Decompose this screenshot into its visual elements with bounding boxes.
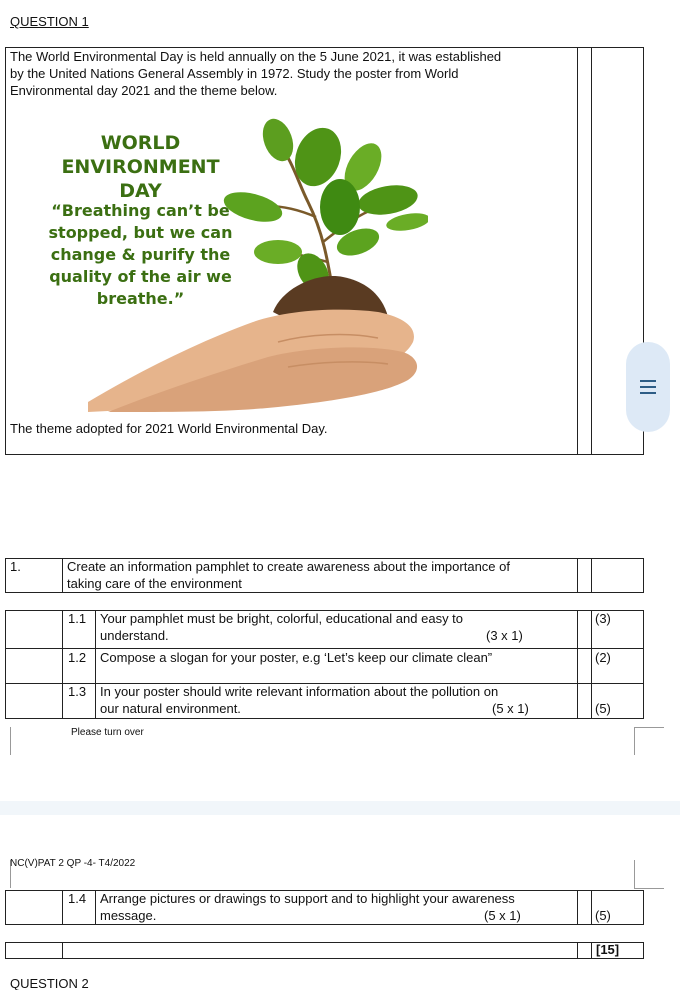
item-1-2-number: 1.2: [68, 650, 87, 665]
poster-quote-line-3: change & purify the: [50, 245, 231, 264]
item-1-4-col-3: [577, 890, 578, 925]
item-1-4-marks: (5): [595, 908, 611, 923]
page-header-code: NC(V)PAT 2 QP -4- T4/2022: [10, 858, 136, 869]
poster-title-line-1: WORLD: [100, 132, 181, 154]
header-corner-right-bottom: [634, 888, 664, 889]
footer-corner-left: [10, 727, 11, 755]
question-1-heading: QUESTION 1: [10, 14, 89, 29]
intro-line-2: by the United Nations General Assembly in 1972. Study the poster from World: [10, 66, 459, 81]
side-menu-handle[interactable]: [626, 342, 670, 432]
item-1-3-number: 1.3: [68, 684, 87, 699]
poster-quote-line-5: breathe.”: [96, 289, 185, 308]
task-1-divider-num: [62, 558, 63, 593]
poster-quote-line-1: “Breathing can’t be: [51, 201, 230, 220]
table-col-line-1: [62, 610, 63, 719]
item-1-4-col-4: [591, 890, 592, 925]
poster-title-line-2: ENVIRONMENT: [61, 156, 220, 178]
table-col-line-2: [95, 610, 96, 719]
total-row: [5, 942, 644, 959]
please-turn-over: Please turn over: [71, 727, 144, 738]
total-marks: [15]: [596, 942, 620, 957]
total-row-col-3: [577, 942, 578, 959]
item-1-1-line-1: Your pamphlet must be bright, colorful, educational and easy to: [100, 611, 464, 626]
item-1-4-line-1: Arrange pictures or drawings to support and to highlight your awareness: [100, 891, 515, 906]
table-row-line-1: [5, 648, 644, 649]
item-1-2-marks: (2): [595, 650, 611, 665]
task-1-number: 1.: [10, 559, 21, 574]
item-1-4-calc: (5 x 1): [484, 908, 521, 923]
item-1-3-marks: (5): [595, 701, 611, 716]
hands-with-plant-illustration: [78, 112, 428, 418]
task-1-divider-a: [577, 558, 578, 593]
item-1-3-calc: (5 x 1): [492, 701, 529, 716]
task-1-text-line-1: Create an information pamphlet to create awareness about the importance of: [67, 559, 510, 574]
intro-box-divider-1: [577, 47, 578, 455]
poster-title-line-3: DAY: [119, 180, 162, 202]
task-1-divider-b: [591, 558, 592, 593]
poster: [18, 112, 428, 418]
task-1-text-line-2: taking care of the environment: [67, 576, 242, 591]
total-row-col-4: [591, 942, 592, 959]
page-separator: [0, 801, 680, 815]
poster-quote-line-4: quality of the air we: [49, 267, 232, 286]
item-1-3-line-1: In your poster should write relevant information about the pollution on: [100, 684, 499, 699]
intro-line-1: The World Environmental Day is held annually on the 5 June 2021, it was established: [10, 49, 502, 64]
item-1-4-col-1: [62, 890, 63, 925]
header-corner-right: [634, 860, 635, 888]
item-1-1-line-2: understand.: [100, 628, 169, 643]
item-1-1-number: 1.1: [68, 611, 87, 626]
item-1-4-number: 1.4: [68, 891, 87, 906]
item-1-1-calc: (3 x 1): [486, 628, 523, 643]
intro-box-divider-2: [591, 47, 592, 455]
total-row-col-1: [62, 942, 63, 959]
intro-line-3: Environmental day 2021 and the theme below.: [10, 83, 278, 98]
question-2-heading: QUESTION 2: [10, 976, 89, 990]
theme-caption: The theme adopted for 2021 World Environmental Day.: [10, 421, 328, 436]
table-col-line-4: [591, 610, 592, 719]
item-1-3-line-2: our natural environment.: [100, 701, 241, 716]
item-1-4-line-2: message.: [100, 908, 157, 923]
poster-quote-line-2: stopped, but we can: [48, 223, 233, 242]
item-1-1-marks: (3): [595, 611, 611, 626]
table-col-line-3: [577, 610, 578, 719]
footer-corner-right: [634, 727, 635, 755]
item-1-4-col-2: [95, 890, 96, 925]
footer-corner-right-top: [634, 727, 664, 728]
item-1-2-line-1: Compose a slogan for your poster, e.g ‘Let’s keep our climate clean”: [100, 650, 493, 665]
